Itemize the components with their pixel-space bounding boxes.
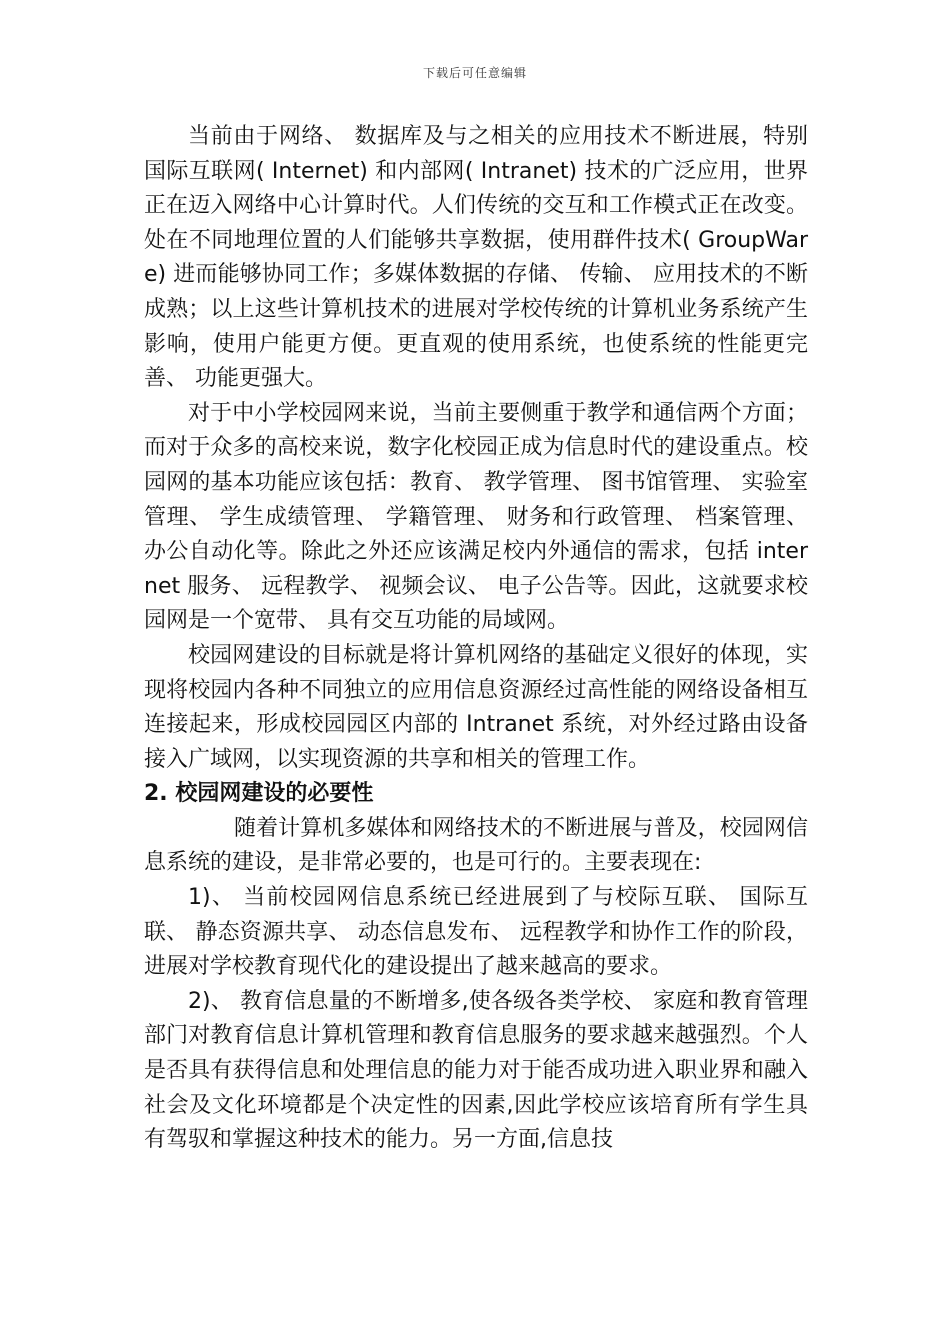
section-intro: 随着计算机多媒体和网络技术的不断进展与普及，校园网信息系统的建设，是非常必要的，也是可行的。主要表现在: [144,815,808,876]
list-item: 1)、 当前校园网信息系统已经进展到了与校际互联、 国际互联、 静态资源共享、 动态信息发布、 远程教学和协作工作的阶段，进展对学校教育现代化的建设提出了越来越高的要求。 [144,885,808,980]
paragraph-campus-goal: 校园网建设的目标就是将计算机网络的基础定义很好的体现，实现将校园内各种不同独立的应用信息资源经过高性能的网络设备相互连接起来，形成校园园区内部的 Intranet 系统，对外经过路由设备接入广域网，以实现资源的共享和相关的管理工作。 [144,642,808,772]
page-header: 下载后可任意编辑 [422,66,527,80]
list-item: 2)、 教育信息量的不断增多,使各级各类学校、 家庭和教育管理部门对教育信息计算机管理和教育信息服务的要求越来越强烈。个人是否具有获得信息和处理信息的能力对于能否成功进入职业界和融入社会及文化环境都是个决定性的因素,因此学校应该培育所有学生具有驾驭和掌握这种技术的能力。另一方面,信息技 [144,988,808,1153]
paragraph-campus-functions: 对于中小学校园网来说，当前主要侧重于教学和通信两个方面；而对于众多的高校来说，数字化校园正成为信息时代的建设重点。校园网的基本功能应该包括：教育、 教学管理、 图书馆管理、 实验室管理、 学生成绩管理、 学籍管理、 财务和行政管理、 档案管理、 办公自动化等。除此之外还应该满足校内外通信的需求，包括 internet 服务、 远程教学、 视频会议、 电子公告等。因此，这就要求校园网是一个宽带、 具有交互功能的局域网。 [144,400,808,634]
paragraph-intro: 当前由于网络、 数据库及与之相关的应用技术不断进展，特别国际互联网( Internet) 和内部网( Intranet) 技术的广泛应用，世界正在迈入网络中心计算时代。人们传统的交互和工作模式正在改变。处在不同地理位置的人们能够共享数据，使用群件技术( GroupWare) 进而能够协同工作；多媒体数据的存储、 传输、 应用技术的不断成熟；以上这些计算机技术的进展对学校传统的计算机业务系统产生影响，使用户能更方便。更直观的使用系统，也使系统的性能更完善、 功能更强大。 [144,124,808,392]
document-body [144,120,808,1158]
section-heading: 2. 校园网建设的必要性 [144,781,374,807]
